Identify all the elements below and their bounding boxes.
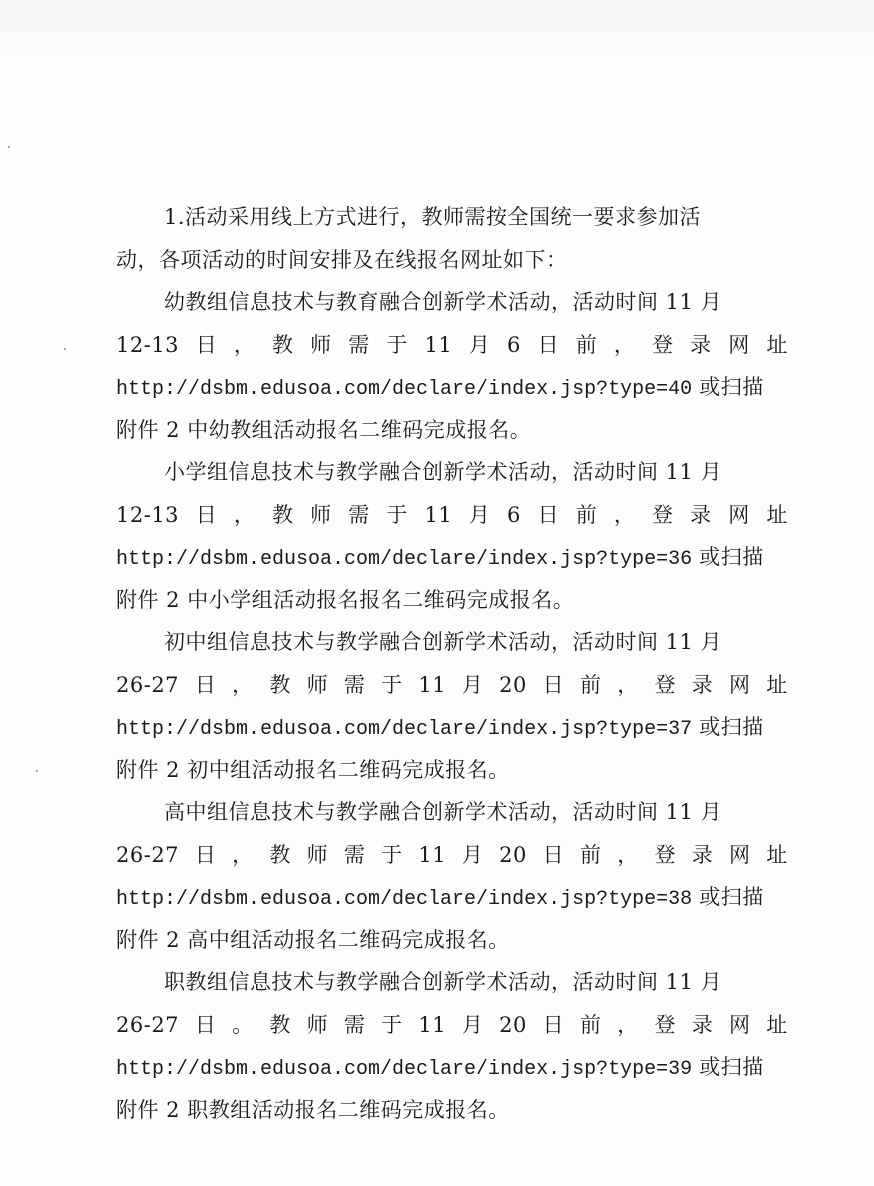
deadline-token: 师 bbox=[306, 842, 329, 867]
deadline-token: ， bbox=[613, 502, 636, 527]
deadline-token: ， bbox=[617, 842, 639, 867]
deadline-token: 网 bbox=[728, 332, 750, 357]
deadline-token: 日 bbox=[195, 502, 218, 527]
deadline-token: 教 bbox=[271, 502, 294, 527]
deadline-token: 址 bbox=[766, 502, 788, 527]
url-suffix: 或扫描 bbox=[692, 375, 764, 399]
deadline-token: 登 bbox=[651, 332, 674, 357]
url-line bbox=[116, 706, 788, 749]
deadline-token: 网 bbox=[728, 502, 750, 527]
deadline-token: 前 bbox=[579, 1012, 602, 1037]
deadline-token: 师 bbox=[310, 502, 332, 527]
document-body bbox=[116, 196, 788, 1131]
activity-title-line: 幼教组信息技术与教育融合创新学术活动，活动时间 11 月 bbox=[164, 290, 723, 314]
deadline-token: 于 bbox=[381, 842, 403, 867]
deadline-token: 。 bbox=[232, 1012, 254, 1037]
activity-title-line: 初中组信息技术与教学融合创新学术活动，活动时间 11 月 bbox=[164, 630, 723, 654]
deadline-token: 20 bbox=[499, 842, 527, 867]
deadline-token: 录 bbox=[691, 672, 714, 697]
deadline-token: 于 bbox=[381, 672, 403, 697]
qr-note-line: 附件 2 职教组活动报名二维码完成报名。 bbox=[116, 1097, 510, 1122]
deadline-token: 日 bbox=[194, 842, 217, 867]
deadline-token: 于 bbox=[386, 332, 408, 357]
scan-speck bbox=[8, 146, 10, 148]
deadline-token: 月 bbox=[468, 502, 491, 527]
deadline-token: 址 bbox=[766, 1012, 788, 1037]
activity-title-line: 职教组信息技术与教学融合创新学术活动，活动时间 11 月 bbox=[164, 970, 723, 994]
url-line bbox=[116, 1046, 788, 1089]
intro-line-1: 1.活动采用线上方式进行，教师需按全国统一要求参加活 bbox=[164, 205, 702, 229]
deadline-line bbox=[116, 834, 788, 877]
deadline-token: 前 bbox=[575, 502, 598, 527]
deadline-token: 11 bbox=[424, 502, 453, 527]
deadline-token: 日 bbox=[195, 332, 218, 357]
deadline-token: 登 bbox=[654, 842, 676, 867]
deadline-token: 月 bbox=[461, 1012, 484, 1037]
deadline-token: 11 bbox=[418, 672, 447, 697]
deadline-token: 6 bbox=[507, 502, 521, 527]
activity-paragraph-primary bbox=[116, 451, 788, 621]
registration-link[interactable]: http://dsbm.edusoa.com/declare/index.jsp?type=40 bbox=[116, 378, 693, 401]
url-line bbox=[116, 876, 788, 919]
intro-paragraph bbox=[116, 196, 788, 281]
deadline-token: 教 bbox=[269, 842, 291, 867]
deadline-token: 需 bbox=[348, 502, 370, 527]
url-suffix: 或扫描 bbox=[692, 1055, 764, 1079]
deadline-token: 登 bbox=[654, 1012, 676, 1037]
activity-title-line: 小学组信息技术与教学融合创新学术活动，活动时间 11 月 bbox=[164, 460, 723, 484]
deadline-token: 师 bbox=[306, 1012, 329, 1037]
deadline-token: 12-13 bbox=[116, 332, 180, 357]
deadline-token: ， bbox=[617, 1012, 639, 1037]
qr-note-line: 附件 2 初中组活动报名二维码完成报名。 bbox=[116, 757, 510, 782]
deadline-token: 师 bbox=[310, 332, 332, 357]
deadline-token: ， bbox=[613, 332, 636, 357]
registration-link[interactable]: http://dsbm.edusoa.com/declare/index.jsp?type=36 bbox=[116, 548, 693, 571]
url-suffix: 或扫描 bbox=[692, 885, 764, 909]
deadline-token: 日 bbox=[194, 672, 217, 697]
scan-speck bbox=[36, 770, 38, 772]
deadline-token: ， bbox=[233, 502, 256, 527]
deadline-token: 址 bbox=[766, 672, 788, 697]
deadline-token: 26-27 bbox=[116, 842, 180, 867]
registration-link[interactable]: http://dsbm.edusoa.com/declare/index.jsp?type=37 bbox=[116, 718, 693, 741]
deadline-token: 需 bbox=[343, 842, 366, 867]
deadline-token: 6 bbox=[507, 332, 521, 357]
deadline-token: 11 bbox=[424, 332, 453, 357]
deadline-token: 20 bbox=[499, 672, 527, 697]
url-suffix: 或扫描 bbox=[692, 715, 764, 739]
deadline-token: 于 bbox=[386, 502, 408, 527]
deadline-token: 20 bbox=[499, 1012, 527, 1037]
activity-paragraph-senior-high bbox=[116, 791, 788, 961]
deadline-token: 录 bbox=[690, 332, 712, 357]
deadline-token: 月 bbox=[461, 672, 484, 697]
deadline-token: 26-27 bbox=[116, 1012, 180, 1037]
deadline-token: 月 bbox=[461, 842, 484, 867]
registration-link[interactable]: http://dsbm.edusoa.com/declare/index.jsp?type=38 bbox=[116, 888, 693, 911]
deadline-token: 址 bbox=[766, 332, 788, 357]
deadline-token: 月 bbox=[468, 332, 491, 357]
deadline-line bbox=[116, 664, 788, 707]
deadline-token: 登 bbox=[651, 502, 674, 527]
qr-note-line: 附件 2 中小学组活动报名报名二维码完成报名。 bbox=[116, 587, 575, 612]
deadline-token: 教 bbox=[271, 332, 294, 357]
deadline-token: ， bbox=[233, 332, 256, 357]
registration-link[interactable]: http://dsbm.edusoa.com/declare/index.jsp?type=39 bbox=[116, 1058, 693, 1081]
deadline-token: 网 bbox=[729, 1012, 751, 1037]
deadline-token: 登 bbox=[654, 672, 676, 697]
activity-paragraph-junior-high bbox=[116, 621, 788, 791]
deadline-token: 址 bbox=[766, 842, 788, 867]
deadline-token: 11 bbox=[418, 842, 447, 867]
deadline-token: 录 bbox=[691, 1012, 714, 1037]
deadline-token: 于 bbox=[381, 1012, 403, 1037]
deadline-line bbox=[116, 494, 788, 537]
deadline-token: 教 bbox=[269, 672, 291, 697]
deadline-token: 日 bbox=[194, 1012, 217, 1037]
deadline-line bbox=[116, 324, 788, 367]
activity-title-line: 高中组信息技术与教学融合创新学术活动，活动时间 11 月 bbox=[164, 800, 723, 824]
deadline-token: ， bbox=[232, 842, 254, 867]
deadline-token: 前 bbox=[579, 842, 602, 867]
deadline-token: 前 bbox=[575, 332, 598, 357]
deadline-token: 网 bbox=[729, 842, 751, 867]
deadline-line bbox=[116, 1004, 788, 1047]
deadline-token: 日 bbox=[542, 1012, 565, 1037]
deadline-token: 师 bbox=[306, 672, 329, 697]
deadline-token: 日 bbox=[542, 672, 565, 697]
deadline-token: 需 bbox=[343, 1012, 366, 1037]
deadline-token: 录 bbox=[690, 502, 712, 527]
deadline-token: 日 bbox=[537, 332, 560, 357]
deadline-token: 录 bbox=[691, 842, 714, 867]
url-suffix: 或扫描 bbox=[692, 545, 764, 569]
deadline-token: ， bbox=[232, 672, 254, 697]
deadline-token: 26-27 bbox=[116, 672, 180, 697]
deadline-token: ， bbox=[617, 672, 639, 697]
url-line bbox=[116, 366, 788, 409]
qr-note-line: 附件 2 高中组活动报名二维码完成报名。 bbox=[116, 927, 510, 952]
activity-paragraph-kindergarten bbox=[116, 281, 788, 451]
deadline-token: 12-13 bbox=[116, 502, 180, 527]
activity-paragraph-vocational bbox=[116, 961, 788, 1131]
deadline-token: 前 bbox=[579, 672, 602, 697]
qr-note-line: 附件 2 中幼教组活动报名二维码完成报名。 bbox=[116, 417, 532, 442]
deadline-token: 网 bbox=[729, 672, 751, 697]
deadline-token: 需 bbox=[348, 332, 370, 357]
deadline-token: 11 bbox=[418, 1012, 447, 1037]
deadline-token: 需 bbox=[343, 672, 366, 697]
url-line bbox=[116, 536, 788, 579]
intro-line-2: 动，各项活动的时间安排及在线报名网址如下： bbox=[116, 247, 568, 272]
deadline-token: 教 bbox=[269, 1012, 291, 1037]
scan-speck bbox=[64, 348, 66, 350]
deadline-token: 日 bbox=[537, 502, 560, 527]
deadline-token: 日 bbox=[542, 842, 565, 867]
